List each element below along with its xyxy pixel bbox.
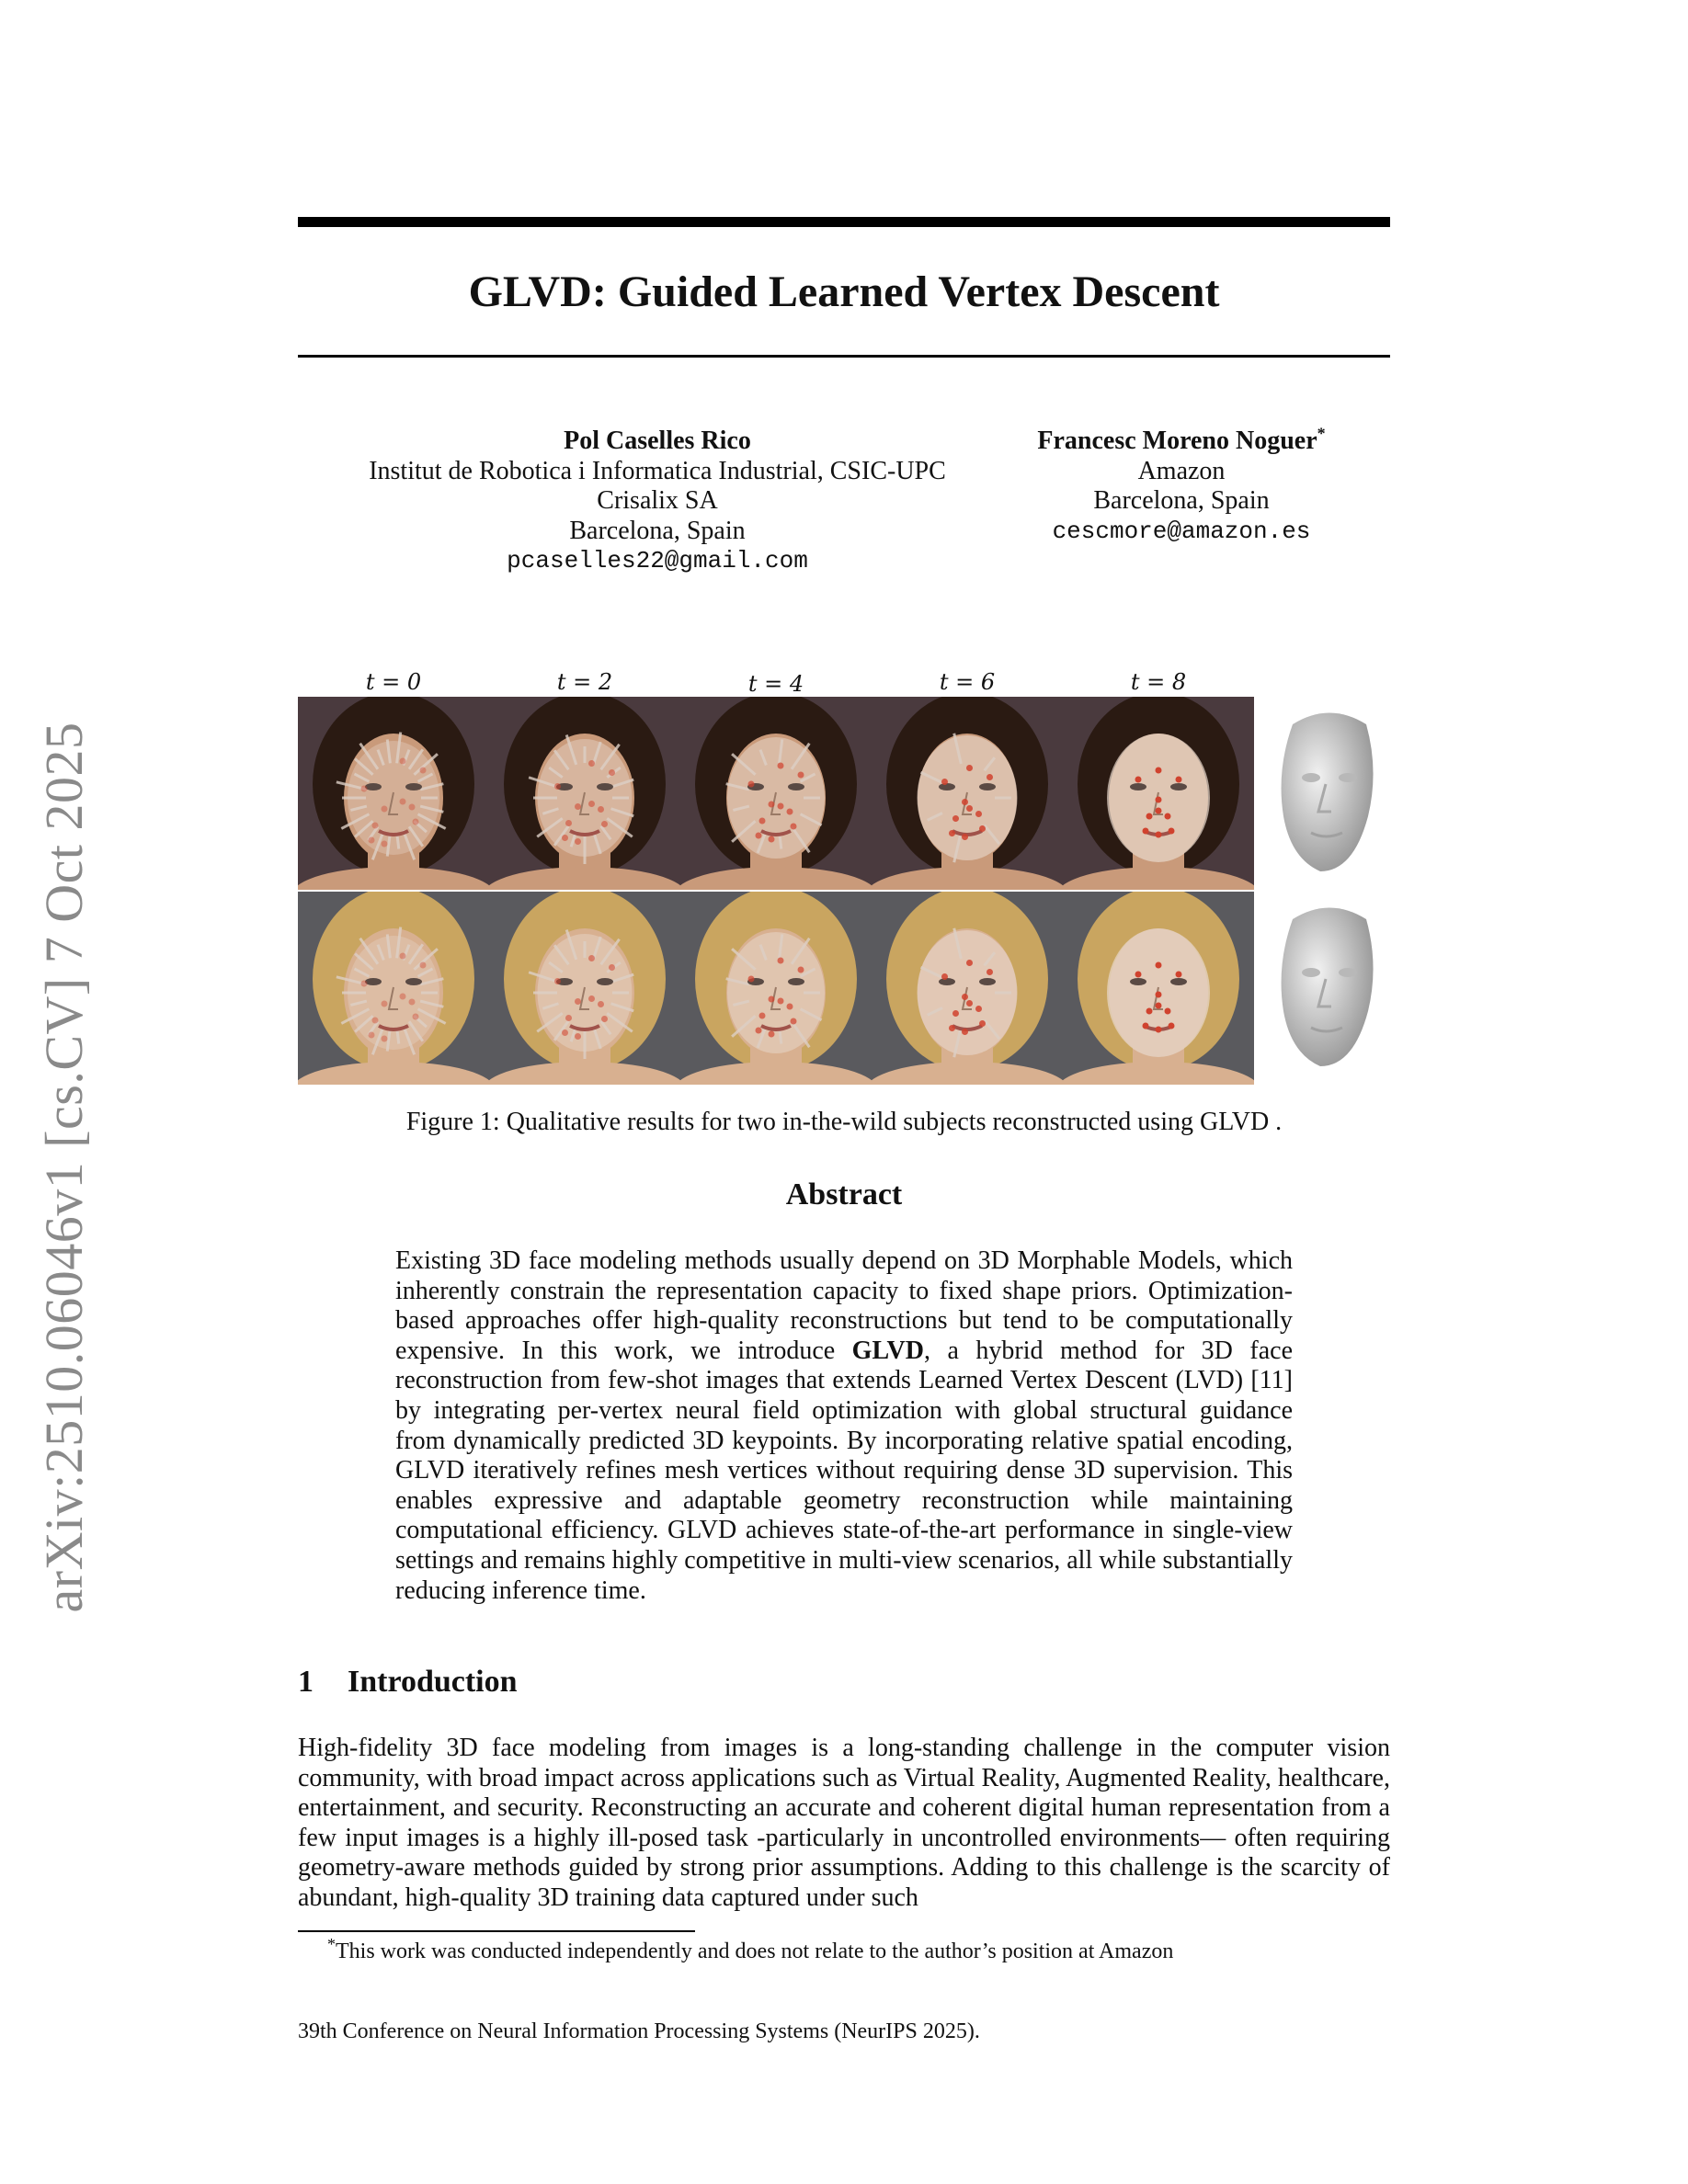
face-cell-subject-2-step-1 <box>489 892 680 1085</box>
author-name: Pol Caselles Rico <box>564 427 751 455</box>
author-name: Francesc Moreno Noguer* <box>1037 424 1326 455</box>
author-affiliation: Institut de Robotica i Informatica Industrial, CSIC-UPC <box>369 456 946 485</box>
mesh-render-subject-1 <box>1265 697 1385 890</box>
timestep-label: t = 0 <box>365 669 422 695</box>
section-number: 1 <box>298 1665 314 1699</box>
section-heading <box>298 1664 518 1701</box>
title-top-rule <box>298 217 1390 227</box>
method-name: GLVD <box>851 1336 924 1365</box>
author-block-2 <box>1002 424 1361 546</box>
abstract-heading: Abstract <box>785 1177 903 1211</box>
abstract-text: Existing 3D face modeling methods usually depend on 3D Morphable Models, which inherently constrain the representation capacity to fixed shape priors. Optimization-based approaches offer high-quality reconstructions but tend to be computationally expensive. In this work, we introduce GLVD, a hybrid method for 3D face reconstruction from few-shot images that extends Learned Vertex Descent (LVD) [11] by integrating per-vertex neural field optimization with global structural guidance from dynamically predicted 3D keypoints. By incorporating relative spatial encoding, GLVD iteratively refines mesh vertices without requiring dense 3D supervision. This enables expressive and adaptable geometry reconstruction while maintaining computational efficiency. GLVD achieves state-of-the-art performance in single-view settings and remains highly competitive in multi-view scenarios, all while substantially reducing inference time. <box>395 1246 1293 1605</box>
footnote-rule <box>298 1930 695 1932</box>
author-block-1 <box>303 427 1011 576</box>
footnote-mark: * <box>327 1935 336 1953</box>
figure-1 <box>298 697 1401 1085</box>
conference-note: 39th Conference on Neural Information Processing Systems (NeurIPS 2025). <box>298 2019 980 2043</box>
paper-title: GLVD: Guided Learned Vertex Descent <box>468 267 1220 316</box>
introduction-text: High-fidelity 3D face modeling from images is a long-standing challenge in the computer vision community, with broad impact across applications such as Virtual Reality, Augmented Reality, healthcare, entertainment, and security. Reconstructing an accurate and coherent digital human representation from a few input images is a highly ill-posed task -particularly in uncontrolled environments— often requiring geometry-aware methods guided by strong prior assumptions. Adding to this challenge is the scarcity of abundant, high-quality 3D training data captured under such <box>298 1734 1390 1912</box>
figure-caption: Figure 1: Qualitative results for two in-the-wild subjects reconstructed using GLVD . <box>405 1108 1283 1136</box>
timestep-label: t = 4 <box>747 671 804 697</box>
author-affiliation: Crisalix SA <box>597 486 718 515</box>
footnote: *This work was conducted independently and does not relate to the author’s position at Amazon <box>327 1935 1174 1963</box>
face-cell-subject-2-step-0 <box>298 892 489 1085</box>
timestep-label: t = 8 <box>1130 669 1187 695</box>
author-email[interactable]: cescmore@amazon.es <box>1052 517 1311 545</box>
timestep-label: t = 6 <box>939 669 996 695</box>
face-cell-subject-1-step-2 <box>680 697 872 890</box>
author-affiliation: Barcelona, Spain <box>1093 486 1270 515</box>
face-cell-subject-2-step-2 <box>680 892 872 1085</box>
face-cell-subject-1-step-0 <box>298 697 489 890</box>
author-footnote-mark: * <box>1317 424 1326 443</box>
section-title: Introduction <box>348 1665 518 1699</box>
author-affiliation: Amazon <box>1137 456 1226 485</box>
timestep-label: t = 2 <box>556 669 613 695</box>
face-cell-subject-1-step-1 <box>489 697 680 890</box>
author-affiliation: Barcelona, Spain <box>569 516 746 545</box>
face-cell-subject-2-step-4 <box>1063 892 1254 1085</box>
title-bottom-rule <box>298 355 1390 358</box>
face-cell-subject-1-step-4 <box>1063 697 1254 890</box>
face-cell-subject-2-step-3 <box>872 892 1063 1085</box>
mesh-render-subject-2 <box>1265 892 1385 1085</box>
arxiv-side-stamp: arXiv:2510.06046v1 [cs.CV] 7 Oct 2025 <box>34 722 94 1613</box>
face-cell-subject-1-step-3 <box>872 697 1063 890</box>
author-email[interactable]: pcaselles22@gmail.com <box>507 547 808 574</box>
